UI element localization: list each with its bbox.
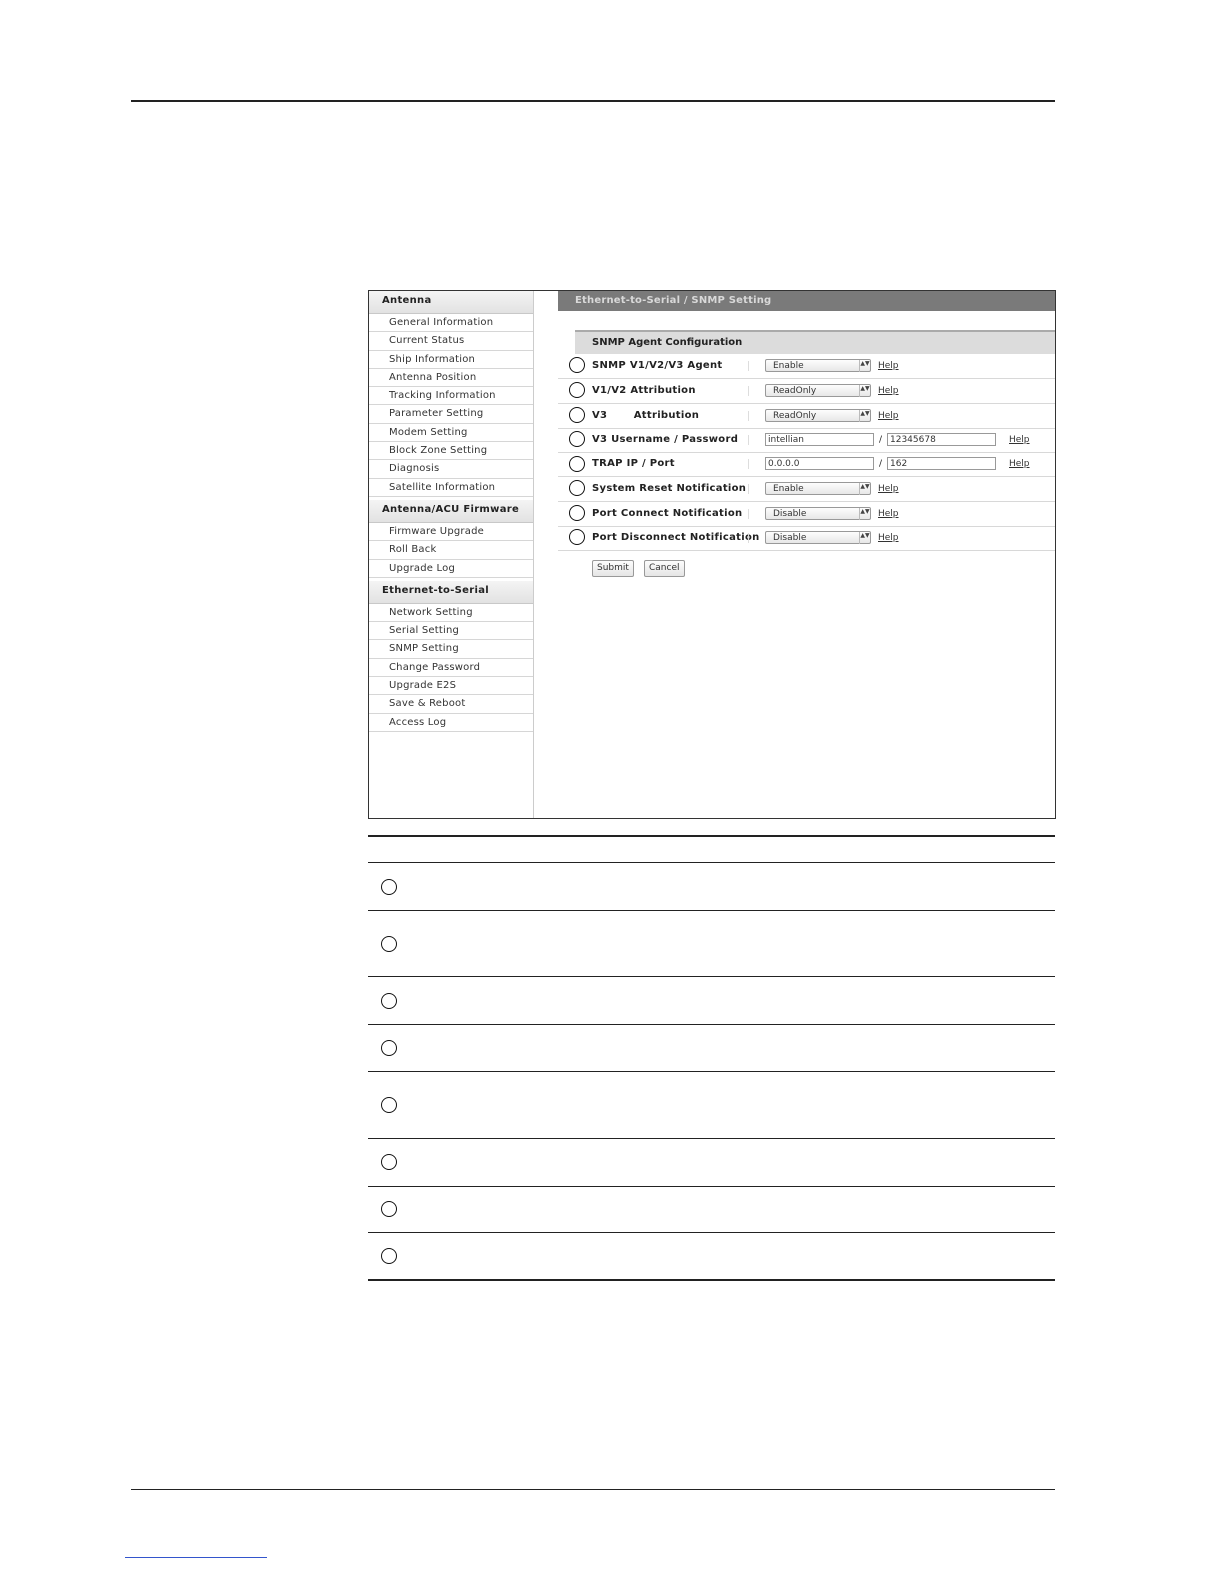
- sidebar-item-block-zone-setting[interactable]: Block Zone Setting: [369, 442, 533, 460]
- sidebar-item-upgrade-log[interactable]: Upgrade Log: [369, 560, 533, 578]
- callout-circle: [381, 879, 397, 895]
- row-label: V3 Username / Password: [592, 434, 739, 445]
- help-link[interactable]: Help: [878, 361, 899, 371]
- help-link[interactable]: Help: [1009, 435, 1030, 445]
- snmp-agent-select[interactable]: Enable ▲▼: [765, 359, 871, 372]
- row-label: SNMP V1/V2/V3 Agent: [592, 360, 723, 371]
- sidebar-item-change-password[interactable]: Change Password: [369, 659, 533, 677]
- sidebar-group-firmware[interactable]: Antenna/ACU Firmware: [369, 500, 533, 523]
- legend-row: [368, 910, 1055, 977]
- sidebar-item-firmware-upgrade[interactable]: Firmware Upgrade: [369, 523, 533, 541]
- callout-circle: [569, 431, 585, 447]
- section-title: SNMP Agent Configuration: [575, 330, 1055, 354]
- row-label: Port Connect Notification: [592, 508, 743, 519]
- sidebar-item-modem-setting[interactable]: Modem Setting: [369, 424, 533, 442]
- submit-button[interactable]: Submit: [592, 560, 634, 577]
- legend-row: [368, 1024, 1055, 1072]
- page-bottom-rule: [131, 1489, 1055, 1490]
- breadcrumb: Ethernet-to-Serial / SNMP Setting: [558, 291, 1055, 311]
- sidebar-item-ship-information[interactable]: Ship Information: [369, 351, 533, 369]
- help-link[interactable]: Help: [878, 386, 899, 396]
- trap-port-input[interactable]: 162: [887, 457, 996, 470]
- cancel-button[interactable]: Cancel: [644, 560, 685, 577]
- separator-slash: /: [879, 459, 883, 469]
- row-v3-attribution: [558, 404, 1055, 429]
- callout-circle: [569, 456, 585, 472]
- row-label: V1/V2 Attribution: [592, 385, 696, 396]
- sidebar-item-serial-setting[interactable]: Serial Setting: [369, 622, 533, 640]
- callout-circle: [381, 1097, 397, 1113]
- row-port-disconnect-notification: [558, 526, 1055, 551]
- v3-username-input[interactable]: intellian: [765, 433, 874, 446]
- sidebar-item-general-information[interactable]: General Information: [369, 314, 533, 332]
- select-arrows-icon: ▲▼: [859, 508, 870, 520]
- callout-circle: [569, 505, 585, 521]
- legend-row: [368, 976, 1055, 1025]
- callout-circle: [569, 529, 585, 545]
- help-link[interactable]: Help: [878, 411, 899, 421]
- row-label: System Reset Notification: [592, 483, 747, 494]
- web-ui-screenshot: [368, 290, 1056, 819]
- legend-table-top-rule: [368, 835, 1055, 837]
- footer-link-underline: [125, 1557, 267, 1558]
- row-snmp-agent: [558, 354, 1055, 379]
- callout-circle: [381, 1040, 397, 1056]
- sidebar-item-satellite-information[interactable]: Satellite Information: [369, 479, 533, 497]
- help-link[interactable]: Help: [878, 509, 899, 519]
- legend-row: [368, 1071, 1055, 1139]
- callout-circle: [381, 1201, 397, 1217]
- callout-circle: [569, 480, 585, 496]
- v3-password-input[interactable]: 12345678: [887, 433, 996, 446]
- sidebar-item-access-log[interactable]: Access Log: [369, 714, 533, 732]
- sidebar-item-roll-back[interactable]: Roll Back: [369, 541, 533, 559]
- legend-row: [368, 1138, 1055, 1187]
- v1v2-attribution-select[interactable]: ReadOnly ▲▼: [765, 384, 871, 397]
- sidebar-item-diagnosis[interactable]: Diagnosis: [369, 460, 533, 478]
- callout-circle: [381, 1248, 397, 1264]
- legend-row: [368, 862, 1055, 911]
- sidebar-item-network-setting[interactable]: Network Setting: [369, 604, 533, 622]
- main-panel: [558, 291, 1055, 818]
- sidebar-item-snmp-setting[interactable]: SNMP Setting: [369, 640, 533, 658]
- separator-slash: /: [879, 435, 883, 445]
- row-label: Port Disconnect Notification: [592, 532, 760, 543]
- page-top-rule: [131, 100, 1055, 102]
- row-v3-username-password: [558, 428, 1055, 453]
- v3-attribution-select[interactable]: ReadOnly ▲▼: [765, 409, 871, 422]
- sidebar-nav: [369, 291, 534, 818]
- select-arrows-icon: ▲▼: [859, 410, 870, 422]
- row-port-connect-notification: [558, 502, 1055, 527]
- callout-circle: [569, 357, 585, 373]
- callout-circle: [381, 993, 397, 1009]
- row-label: V3 Attribution: [592, 410, 700, 421]
- trap-ip-input[interactable]: 0.0.0.0: [765, 457, 874, 470]
- port-connect-notification-select[interactable]: Disable ▲▼: [765, 507, 871, 520]
- sidebar-item-parameter-setting[interactable]: Parameter Setting: [369, 405, 533, 423]
- help-link[interactable]: Help: [878, 533, 899, 543]
- select-arrows-icon: ▲▼: [859, 483, 870, 495]
- help-link[interactable]: Help: [878, 484, 899, 494]
- callout-circle: [381, 1154, 397, 1170]
- row-label: TRAP IP / Port: [592, 458, 675, 469]
- sidebar-item-upgrade-e2s[interactable]: Upgrade E2S: [369, 677, 533, 695]
- callout-circle: [569, 382, 585, 398]
- legend-row: [368, 1232, 1055, 1281]
- help-link[interactable]: Help: [1009, 459, 1030, 469]
- select-arrows-icon: ▲▼: [859, 360, 870, 372]
- sidebar-group-antenna[interactable]: Antenna: [369, 291, 533, 314]
- select-arrows-icon: ▲▼: [859, 385, 870, 397]
- row-system-reset-notification: [558, 477, 1055, 502]
- callout-circle: [381, 936, 397, 952]
- sidebar-item-current-status[interactable]: Current Status: [369, 332, 533, 350]
- sidebar-group-ethernet-to-serial[interactable]: Ethernet-to-Serial: [369, 581, 533, 604]
- system-reset-notification-select[interactable]: Enable ▲▼: [765, 482, 871, 495]
- port-disconnect-notification-select[interactable]: Disable ▲▼: [765, 531, 871, 544]
- legend-row: [368, 1186, 1055, 1233]
- callout-circle: [569, 407, 585, 423]
- row-trap-ip-port: [558, 452, 1055, 477]
- sidebar-item-save-reboot[interactable]: Save & Reboot: [369, 695, 533, 713]
- row-v1v2-attribution: [558, 379, 1055, 404]
- sidebar-item-antenna-position[interactable]: Antenna Position: [369, 369, 533, 387]
- select-arrows-icon: ▲▼: [859, 532, 870, 544]
- sidebar-item-tracking-information[interactable]: Tracking Information: [369, 387, 533, 405]
